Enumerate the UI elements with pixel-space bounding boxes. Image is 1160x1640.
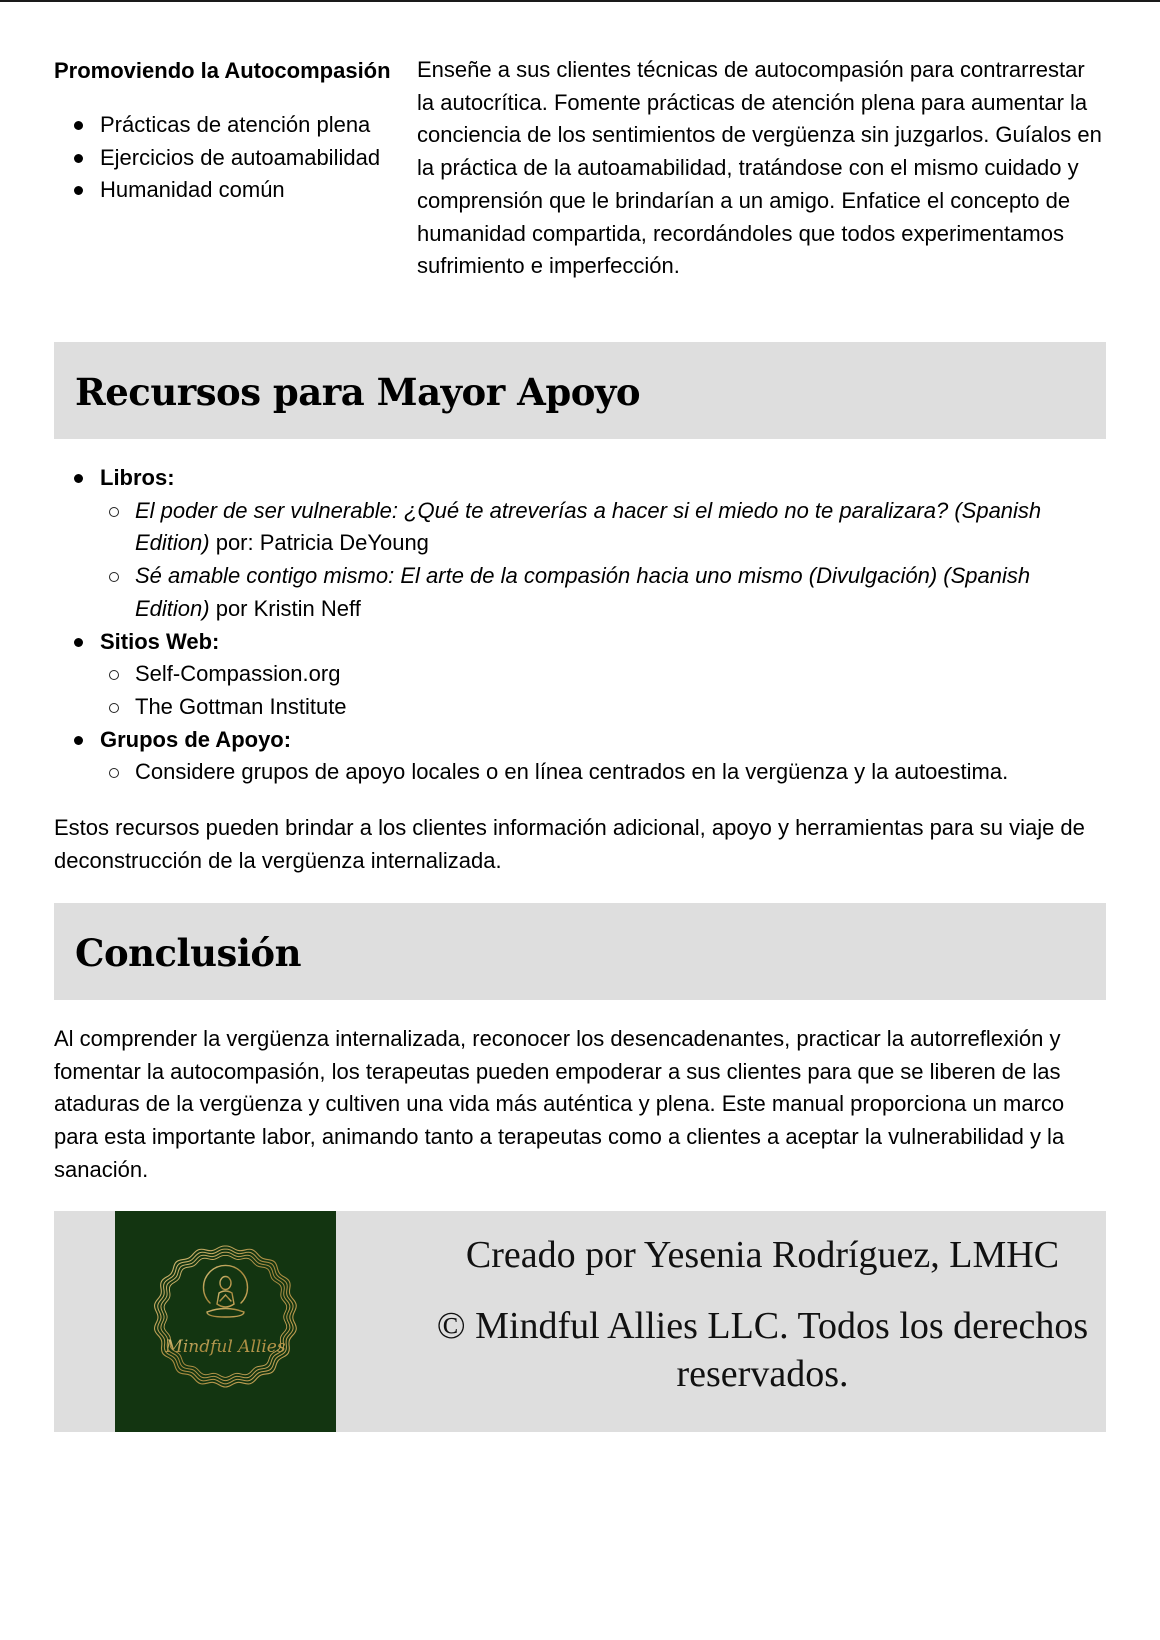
footer	[54, 1211, 1106, 1432]
svg-text:Mindful Allies: Mindful Allies	[165, 1337, 286, 1357]
resources-summary: Estos recursos pueden brindar a los clientes información adicional, apoyo y herramientas para su viaje de deconstrucción de la vergüenza internalizada.	[54, 815, 1085, 873]
conclusion-heading-band	[54, 903, 1106, 1000]
self-compassion-sidebar	[54, 54, 417, 283]
self-compassion-description: Enseñe a sus clientes técnicas de autocompasión para contrarrestar la autocrítica. Fomente prácticas de atención plena para aumentar la conciencia de los sentimientos de vergüenza sin juzgarlos. Guíalos en la práctica de la autoamabilidad, tratándose con el mismo cuidado y comprensión que le brindarían a un amigo. Enfatice el concepto de humanidad compartida, recordándoles que todos experimentamos sufrimiento e imperfección.	[417, 57, 1102, 279]
website-item: The Gottman Institute	[100, 691, 1106, 724]
book-item	[100, 560, 1106, 625]
support-groups-list	[100, 756, 1106, 789]
self-compassion-heading: Promoviendo la Autocompasión	[54, 58, 391, 83]
website-item: Self-Compassion.org	[100, 658, 1106, 691]
book-title: El poder de ser vulnerable: ¿Qué te atreverías a hacer si el miedo no te paralizara? (Spanish Edition)	[135, 497, 1042, 556]
websites-list	[100, 658, 1106, 723]
logo-emblem-icon	[115, 1211, 336, 1432]
footer-text	[419, 1231, 1106, 1398]
category-label: Grupos de Apoyo:	[100, 726, 292, 752]
category-label: Sitios Web:	[100, 628, 220, 654]
author-credit: Creado por Yesenia Rodríguez, LMHC	[465, 1234, 1060, 1276]
support-group-item: Considere grupos de apoyo locales o en línea centrados en la vergüenza y la autoestima.	[100, 756, 1106, 789]
book-item	[100, 495, 1106, 560]
conclusion-heading: Conclusión	[75, 931, 301, 975]
list-item: Humanidad común	[54, 174, 417, 207]
resources-heading-band	[54, 342, 1106, 439]
conclusion-text: Al comprender la vergüenza internalizada, reconocer los desencadenantes, practicar la autorreflexión y fomentar la autocompasión, los terapeutas pueden empoderar a sus clientes para que se liberen de las ataduras de la vergüenza y cultiven una vida más auténtica y plena. Este manual proporciona un marco para esta importante labor, animando tanto a terapeutas como a clientes a aceptar la vulnerabilidad y la sanación.	[54, 1026, 1065, 1182]
mindful-allies-logo	[115, 1211, 336, 1432]
copyright-notice: © Mindful Allies LLC. Todos los derechos reservados.	[436, 1305, 1089, 1395]
resources-heading: Recursos para Mayor Apoyo	[75, 370, 641, 414]
list-item: Ejercicios de autoamabilidad	[54, 142, 417, 175]
self-compassion-section	[54, 54, 1106, 283]
resource-category-books	[54, 462, 1106, 626]
list-item: Prácticas de atención plena	[54, 109, 417, 142]
resource-category-websites	[54, 626, 1106, 724]
books-list	[100, 495, 1106, 626]
resource-category-support-groups	[54, 724, 1106, 789]
book-author: por: Patricia DeYoung	[209, 530, 429, 556]
self-compassion-list	[54, 109, 417, 207]
book-author: por Kristin Neff	[209, 595, 361, 621]
category-label: Libros:	[100, 465, 175, 490]
book-title: Sé amable contigo mismo: El arte de la compasión hacia uno mismo (Divulgación) (Spanish Edition)	[135, 563, 1031, 621]
resources-list	[54, 462, 1106, 789]
